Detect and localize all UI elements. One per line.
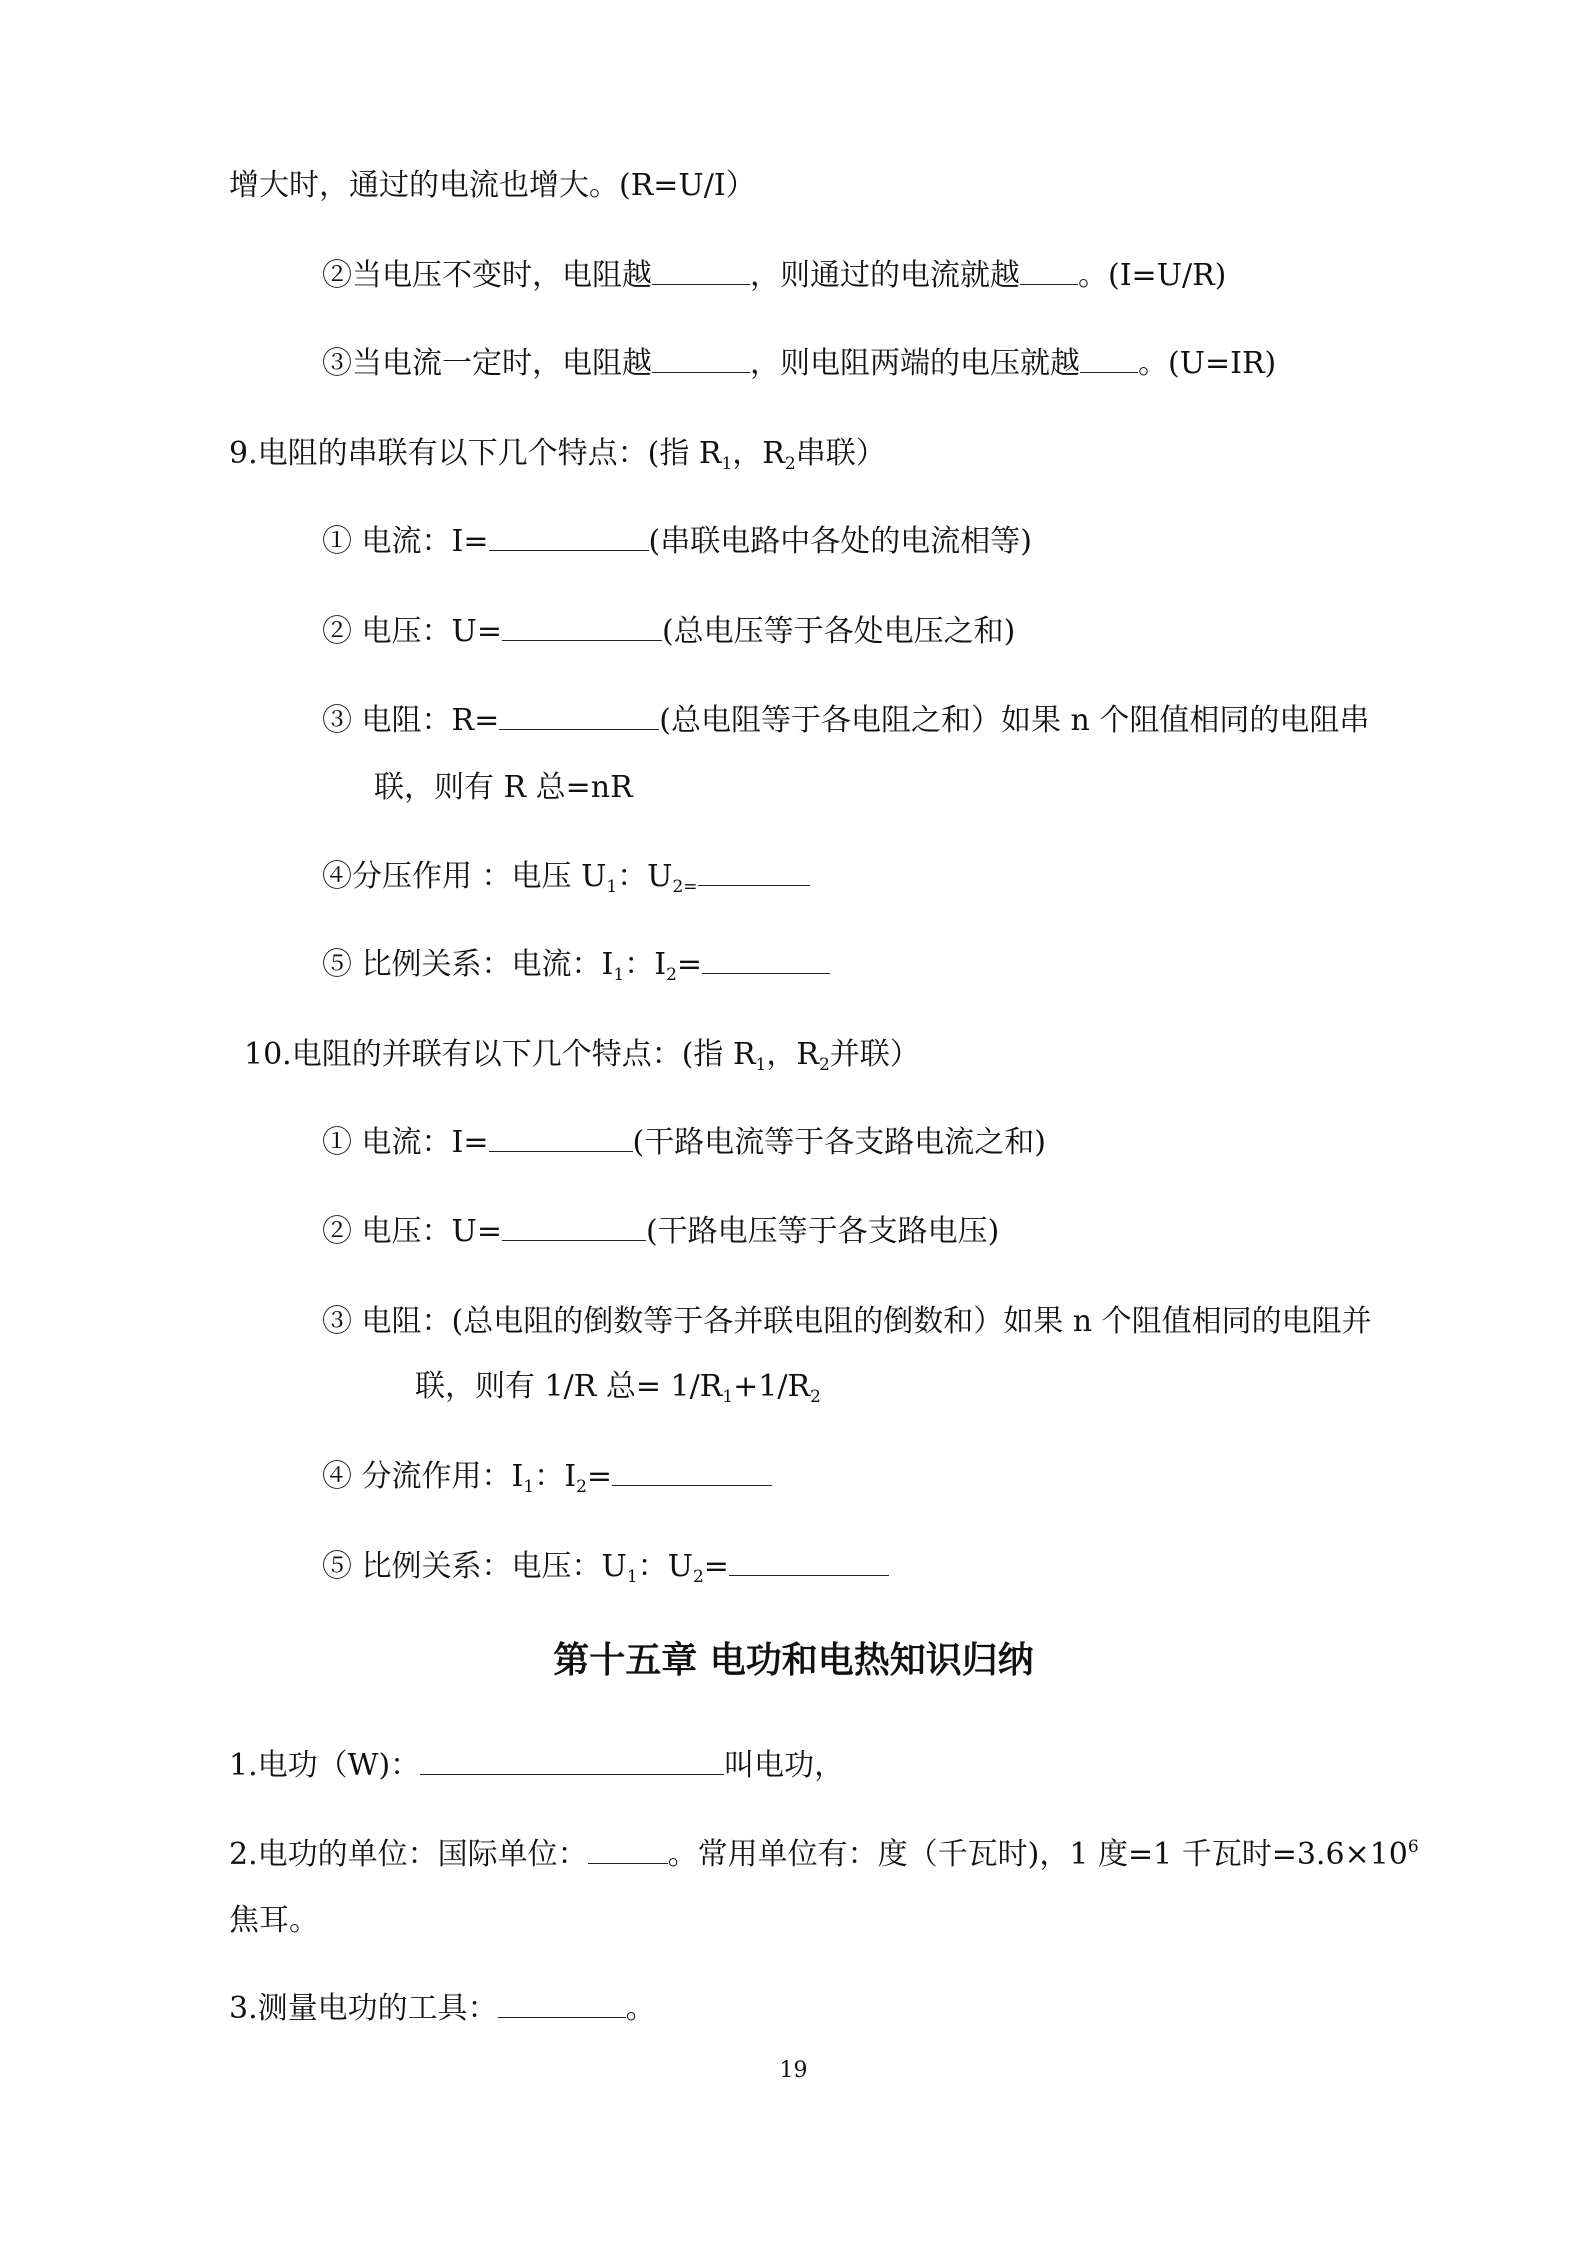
text-line: ⑤ 比例关系：电压：$U_1$：$U_2=$ (322, 1547, 889, 1587)
chapter-title: 第十五章 电功和电热知识归纳 (553, 1639, 1034, 1681)
question-10: 10.电阻的并联有以下几个特点：(指 $R_1$，$R_2$并联） (244, 1037, 920, 1075)
fill-blank[interactable] (420, 1746, 724, 1775)
fill-blank[interactable] (702, 945, 830, 974)
text-line: 3.测量电功的工具： 。 (229, 1991, 656, 2026)
fill-blank[interactable] (502, 1212, 646, 1241)
question-9: 9.电阻的串联有以下几个特点：(指 $R_1$，$R_2$串联） (229, 436, 886, 474)
text-line: 1.电功（W)： 叫电功， (229, 1748, 845, 1783)
text-line: 联，则有 1/R 总= $1/R_1+1/R_2$ (415, 1369, 821, 1407)
text-line: ① 电流：I= (串联电路中各处的电流相等) (322, 524, 1032, 559)
text-line: ④ 分流作用：$I_1$：$I_2=$ (322, 1457, 772, 1497)
text-line: 焦耳。 (229, 1903, 319, 1938)
fill-blank[interactable] (612, 1457, 772, 1486)
text-line: ②当电压不变时，电阻越 ，则通过的电流就越 。(I=U/R) (322, 258, 1227, 293)
fill-blank[interactable] (502, 612, 662, 641)
fill-blank[interactable] (1020, 256, 1078, 285)
fill-blank[interactable] (489, 1123, 633, 1152)
fill-blank[interactable] (588, 1835, 668, 1864)
fill-blank[interactable] (489, 522, 649, 551)
text-line: ② 电压：U= (干路电压等于各支路电压) (322, 1214, 1000, 1249)
fill-blank[interactable] (498, 1989, 626, 2018)
fill-blank[interactable] (652, 256, 750, 285)
text-line: 增大时，通过的电流也增大。(R=U/I） (229, 168, 756, 203)
fill-blank[interactable] (729, 1547, 889, 1576)
text-line: 2.电功的单位：国际单位： 。常用单位有：度（千瓦时)，1 度=1 千瓦时$=3.6\times 10^6$ (229, 1837, 1419, 1872)
text-line: ③ 电阻：R= (总电阻等于各电阻之和）如果 n 个阻值相同的电阻串 (322, 703, 1370, 738)
text-line: ③ 电阻：(总电阻的倒数等于各并联电阻的倒数和）如果 n 个阻值相同的电阻并 (322, 1304, 1372, 1339)
text-line: ⑤ 比例关系：电流：$I_1$：$I_2=$ (322, 945, 830, 985)
text-line: ③当电流一定时，电阻越 ，则电阻两端的电压就越 。(U=IR) (322, 346, 1277, 381)
fill-blank[interactable] (1080, 344, 1138, 373)
fill-blank[interactable] (698, 857, 810, 886)
fill-blank[interactable] (499, 701, 659, 730)
fill-blank[interactable] (652, 344, 750, 373)
text-line: 联，则有 R 总=nR (374, 770, 633, 805)
text-line: ① 电流：I= (干路电流等于各支路电流之和) (322, 1125, 1046, 1160)
page-number: 19 (779, 2058, 808, 2083)
text-line: ④分压作用 ：电压 $U_1$：$U_{2=}$ (322, 857, 810, 897)
text-line: ② 电压：U= (总电压等于各处电压之和) (322, 614, 1016, 649)
